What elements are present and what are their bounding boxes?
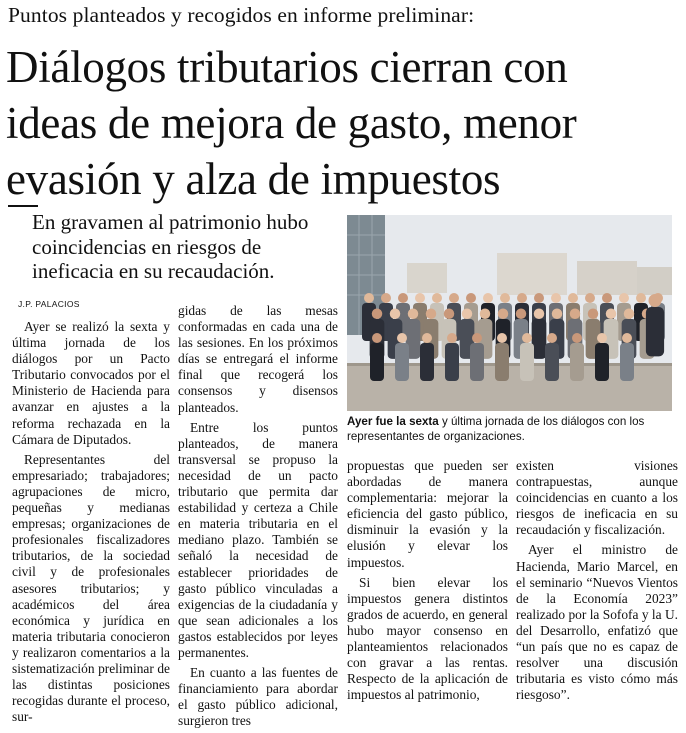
paragraph: Ayer se realizó la sexta y última jornada de los diálogos por un Pacto Tributario convocados por el Ministerio de Hacienda para avanzar en ajustes a la reforma rechazada en la Cámara de Diputados. [12, 319, 170, 447]
article-column-2 [178, 303, 338, 733]
caption-text: y última jornada de los diálogos con los representantes de organizaciones. [347, 415, 645, 443]
deck-rule [8, 205, 38, 207]
headline-line: ideas de mejora de gasto, menor [6, 98, 577, 148]
group-photo [347, 215, 672, 411]
kicker: Puntos planteados y recogidos en informe preliminar: [8, 3, 475, 27]
paragraph: Representantes del empresariado; trabajadores; agrupaciones de micro, pequeñas y medianas empresas; organizaciones de profesionales fiscalizadores tributarios, de la sociedad civil y de profesionales asesores tributarios; y académicos del área económica y jurídica en materia tributaria conocieron y realizaron comentarios a la sistematización preliminar de las distintas posiciones recogidas durante el proceso, sur- [12, 451, 170, 725]
paragraph: propuestas que pueden ser abordadas de manera complementaria: mejorar la eficiencia del gasto público, disminuir la evasión y la elusión y elevar los impuestos. [347, 458, 508, 570]
paragraph: existen visiones contrapuestas, aunque coincidencias en cuanto a los riesgos de ineficacia en su recaudación y fiscalización. [516, 458, 678, 538]
paragraph: Entre los puntos planteados, de manera transversal se propuso la necesidad de un pacto tributario que permita dar estabilidad y certeza a Chile en materia tributaria en el mediano plazo. También se señaló la necesidad de establecer prioridades de gasto público vinculadas a exigencias de la ciudadanía y que sean adicionales a los gastos establecidos por leyes permanentes. [178, 419, 338, 660]
paragraph: Ayer el ministro de Hacienda, Mario Marcel, en el seminario “Nuevos Vientos de la Economía 2023” realizado por la Sofofa y la U. del Desarrollo, enfatizó que “un país que no es capaz de resolver una discusión tributaria es visto cómo más riesgoso”. [516, 542, 678, 703]
paragraph: En cuanto a las fuentes de financiamiento para abordar el gasto público adicional, surgieron tres [178, 665, 338, 729]
paragraph: Si bien elevar los impuestos genera distintos grados de acuerdo, en general hubo mayor consenso en planteamientos relacionados con gravar a las rentas. Respecto de la aplicación de impuestos al patrimonio, [347, 574, 508, 703]
group-photo-illustration [347, 215, 672, 411]
caption-lead: Ayer fue la sexta [347, 415, 439, 428]
deck: En gravamen al patrimonio hubo coincidencias en riesgos de ineficacia en su recaudación. [32, 210, 309, 283]
article-column-3 [347, 458, 508, 707]
photo-caption [347, 414, 677, 444]
headline-line: evasión y alza de impuestos [6, 154, 501, 204]
article-column-4 [516, 458, 678, 707]
paragraph: gidas de las mesas conformadas en cada una de las sesiones. En los próximos días se entregará el informe final que recogerá los consensos y disensos planteados. [178, 303, 338, 415]
byline: J.P. PALACIOS [18, 299, 80, 309]
headline-line: Diálogos tributarios cierran con [6, 42, 568, 92]
headline [6, 39, 684, 207]
article-column-1 [12, 319, 170, 729]
